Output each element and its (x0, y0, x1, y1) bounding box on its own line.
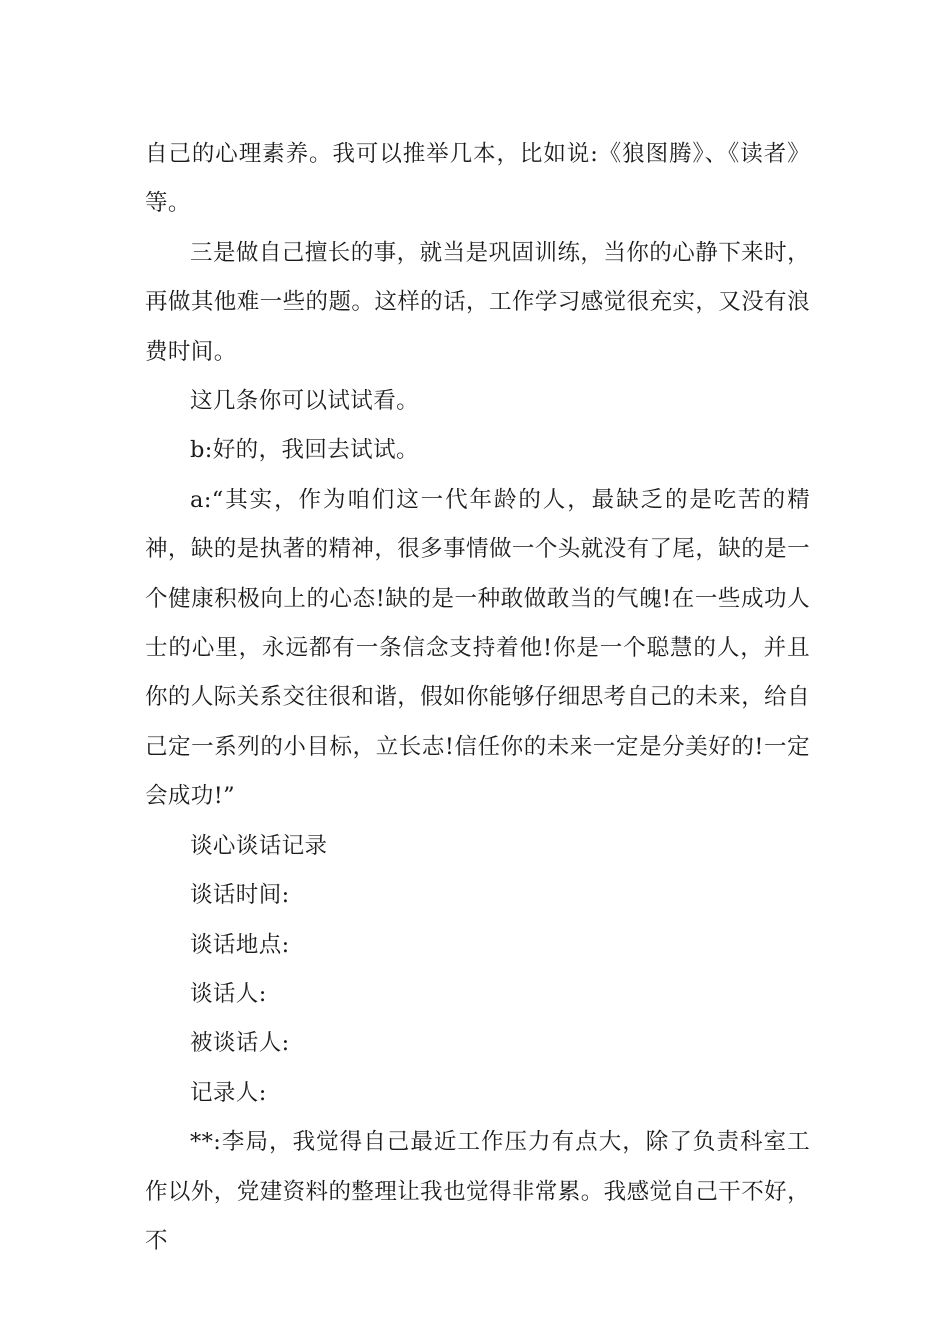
paragraph-try-these: 这几条你可以试试看。 (190, 388, 420, 415)
paragraph-reply-b: b:好的，我回去试试。 (190, 437, 419, 464)
paragraph-point-three: 三是做自己擅长的事，就当是巩固训练，当你的心静下来时，再做其他难一些的题。这样的话，工作学习感觉很充实，又没有浪费时间。 (145, 239, 810, 365)
section-title: 谈心谈话记录 (190, 832, 328, 859)
field-recorder: 记录人: (190, 1079, 267, 1106)
paragraph-speech-a: a:“其实，作为咱们这一代年龄的人，最缺乏的是吃苦的精神，缺的是执著的精神，很多事情做一个头就没有了尾，缺的是一个健康积极向上的心态!缺的是一种敢做敢当的气魄!在一些成功人士的心里，永远都有一条信念支持着他!你是一个聪慧的人，并且你的人际关系交往很和谐，假如你能够仔细思考自己的未来，给自己定一系列的小目标，立长志!信任你的未来一定是分美好的!一定会成功!” (145, 486, 810, 810)
paragraph-dialogue-start: **:李局，我觉得自己最近工作压力有点大，除了负责科室工作以外，党建资料的整理让我也觉得非常累。我感觉自己干不好，不 (145, 1129, 810, 1254)
field-talker: 谈话人: (190, 980, 267, 1007)
field-talk-time: 谈话时间: (190, 882, 290, 909)
field-talk-location: 谈话地点: (190, 931, 290, 958)
paragraph-book-recommendation: 自己的心理素养。我可以推举几本，比如说:《狼图腾》、《读者》等。 (145, 141, 810, 217)
field-interviewee: 被谈话人: (190, 1030, 290, 1057)
document-body (145, 130, 810, 1266)
